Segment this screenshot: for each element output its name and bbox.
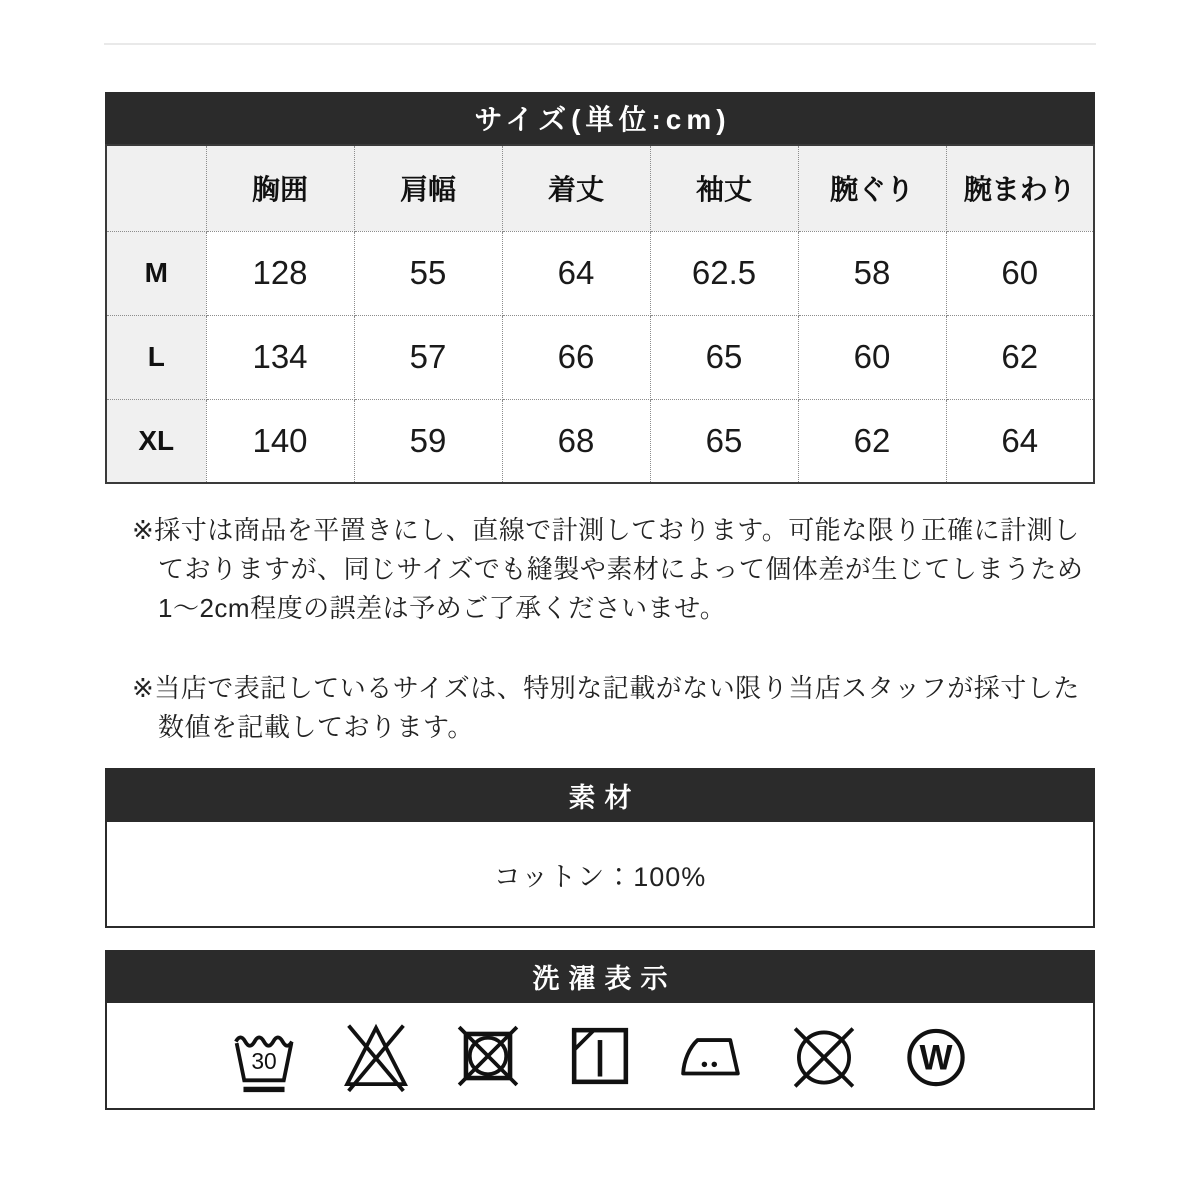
svg-text:30: 30 <box>251 1047 277 1074</box>
measurement-value: 60 <box>946 231 1094 315</box>
measurement-value: 62 <box>798 399 946 483</box>
size-table <box>105 144 1095 484</box>
measurement-value: 55 <box>354 231 502 315</box>
svg-text:W: W <box>919 1038 953 1078</box>
column-header: 着丈 <box>502 145 650 231</box>
measurement-value: 60 <box>798 315 946 399</box>
note-line: 1〜2cm程度の誤差は予めご了承くださいませ。 <box>158 593 727 623</box>
size-label: M <box>106 231 206 315</box>
dry-in-shade-icon <box>562 1018 638 1094</box>
wet-cleaning-icon <box>898 1018 974 1094</box>
header-row <box>106 145 1094 231</box>
note-line: ておりますが、同じサイズでも縫製や素材によって個体差が生じてしまうため <box>158 554 1084 584</box>
size-section <box>105 92 1095 484</box>
size-label: XL <box>106 399 206 483</box>
size-table-corner-cell <box>106 145 206 231</box>
do-not-tumble-dry-icon <box>450 1018 526 1094</box>
measurement-value: 62.5 <box>650 231 798 315</box>
measurement-value: 57 <box>354 315 502 399</box>
measurement-value: 134 <box>206 315 354 399</box>
iron-medium-icon <box>674 1018 750 1094</box>
note-line: ※採寸は商品を平置きにし、直線で計測しております。可能な限り正確に計測し <box>132 515 1080 545</box>
laundry-section-title: 洗濯表示 <box>532 964 677 994</box>
size-row <box>106 399 1094 483</box>
do-not-dry-clean-icon <box>786 1018 862 1094</box>
size-label: L <box>106 315 206 399</box>
measurement-value: 65 <box>650 315 798 399</box>
note-line: ※当店で表記しているサイズは、特別な記載がない限り当店スタッフが採寸した <box>132 673 1080 703</box>
size-table-body <box>106 231 1094 483</box>
measurement-value: 64 <box>502 231 650 315</box>
laundry-section <box>105 950 1095 1110</box>
wash-30-gentle-icon <box>226 1018 302 1094</box>
column-header: 腕まわり <box>946 145 1094 231</box>
measurement-value: 59 <box>354 399 502 483</box>
size-section-title: サイズ(単位:cm) <box>474 104 731 135</box>
note <box>132 511 1092 628</box>
laundry-section-header-bar <box>105 950 1095 1003</box>
measurement-value: 66 <box>502 315 650 399</box>
measurement-notes <box>132 511 1092 747</box>
size-table-head <box>106 145 1094 231</box>
measurement-value: 64 <box>946 399 1094 483</box>
size-row <box>106 231 1094 315</box>
measurement-value: 68 <box>502 399 650 483</box>
column-header: 袖丈 <box>650 145 798 231</box>
measurement-value: 62 <box>946 315 1094 399</box>
material-section-header-bar <box>105 768 1095 822</box>
note-line: 数値を記載しております。 <box>158 712 474 742</box>
column-header: 肩幅 <box>354 145 502 231</box>
care-icons-row <box>105 1003 1095 1110</box>
measurement-value: 58 <box>798 231 946 315</box>
top-divider <box>104 43 1096 45</box>
size-section-header-bar <box>105 92 1095 144</box>
measurement-value: 65 <box>650 399 798 483</box>
column-header: 胸囲 <box>206 145 354 231</box>
measurement-value: 128 <box>206 231 354 315</box>
column-header: 腕ぐり <box>798 145 946 231</box>
note <box>132 669 1092 747</box>
size-row <box>106 315 1094 399</box>
measurement-value: 140 <box>206 399 354 483</box>
material-value: コットン：100% <box>105 822 1095 928</box>
do-not-bleach-icon <box>338 1018 414 1094</box>
material-section-title: 素材 <box>568 782 641 813</box>
material-section <box>105 768 1095 928</box>
